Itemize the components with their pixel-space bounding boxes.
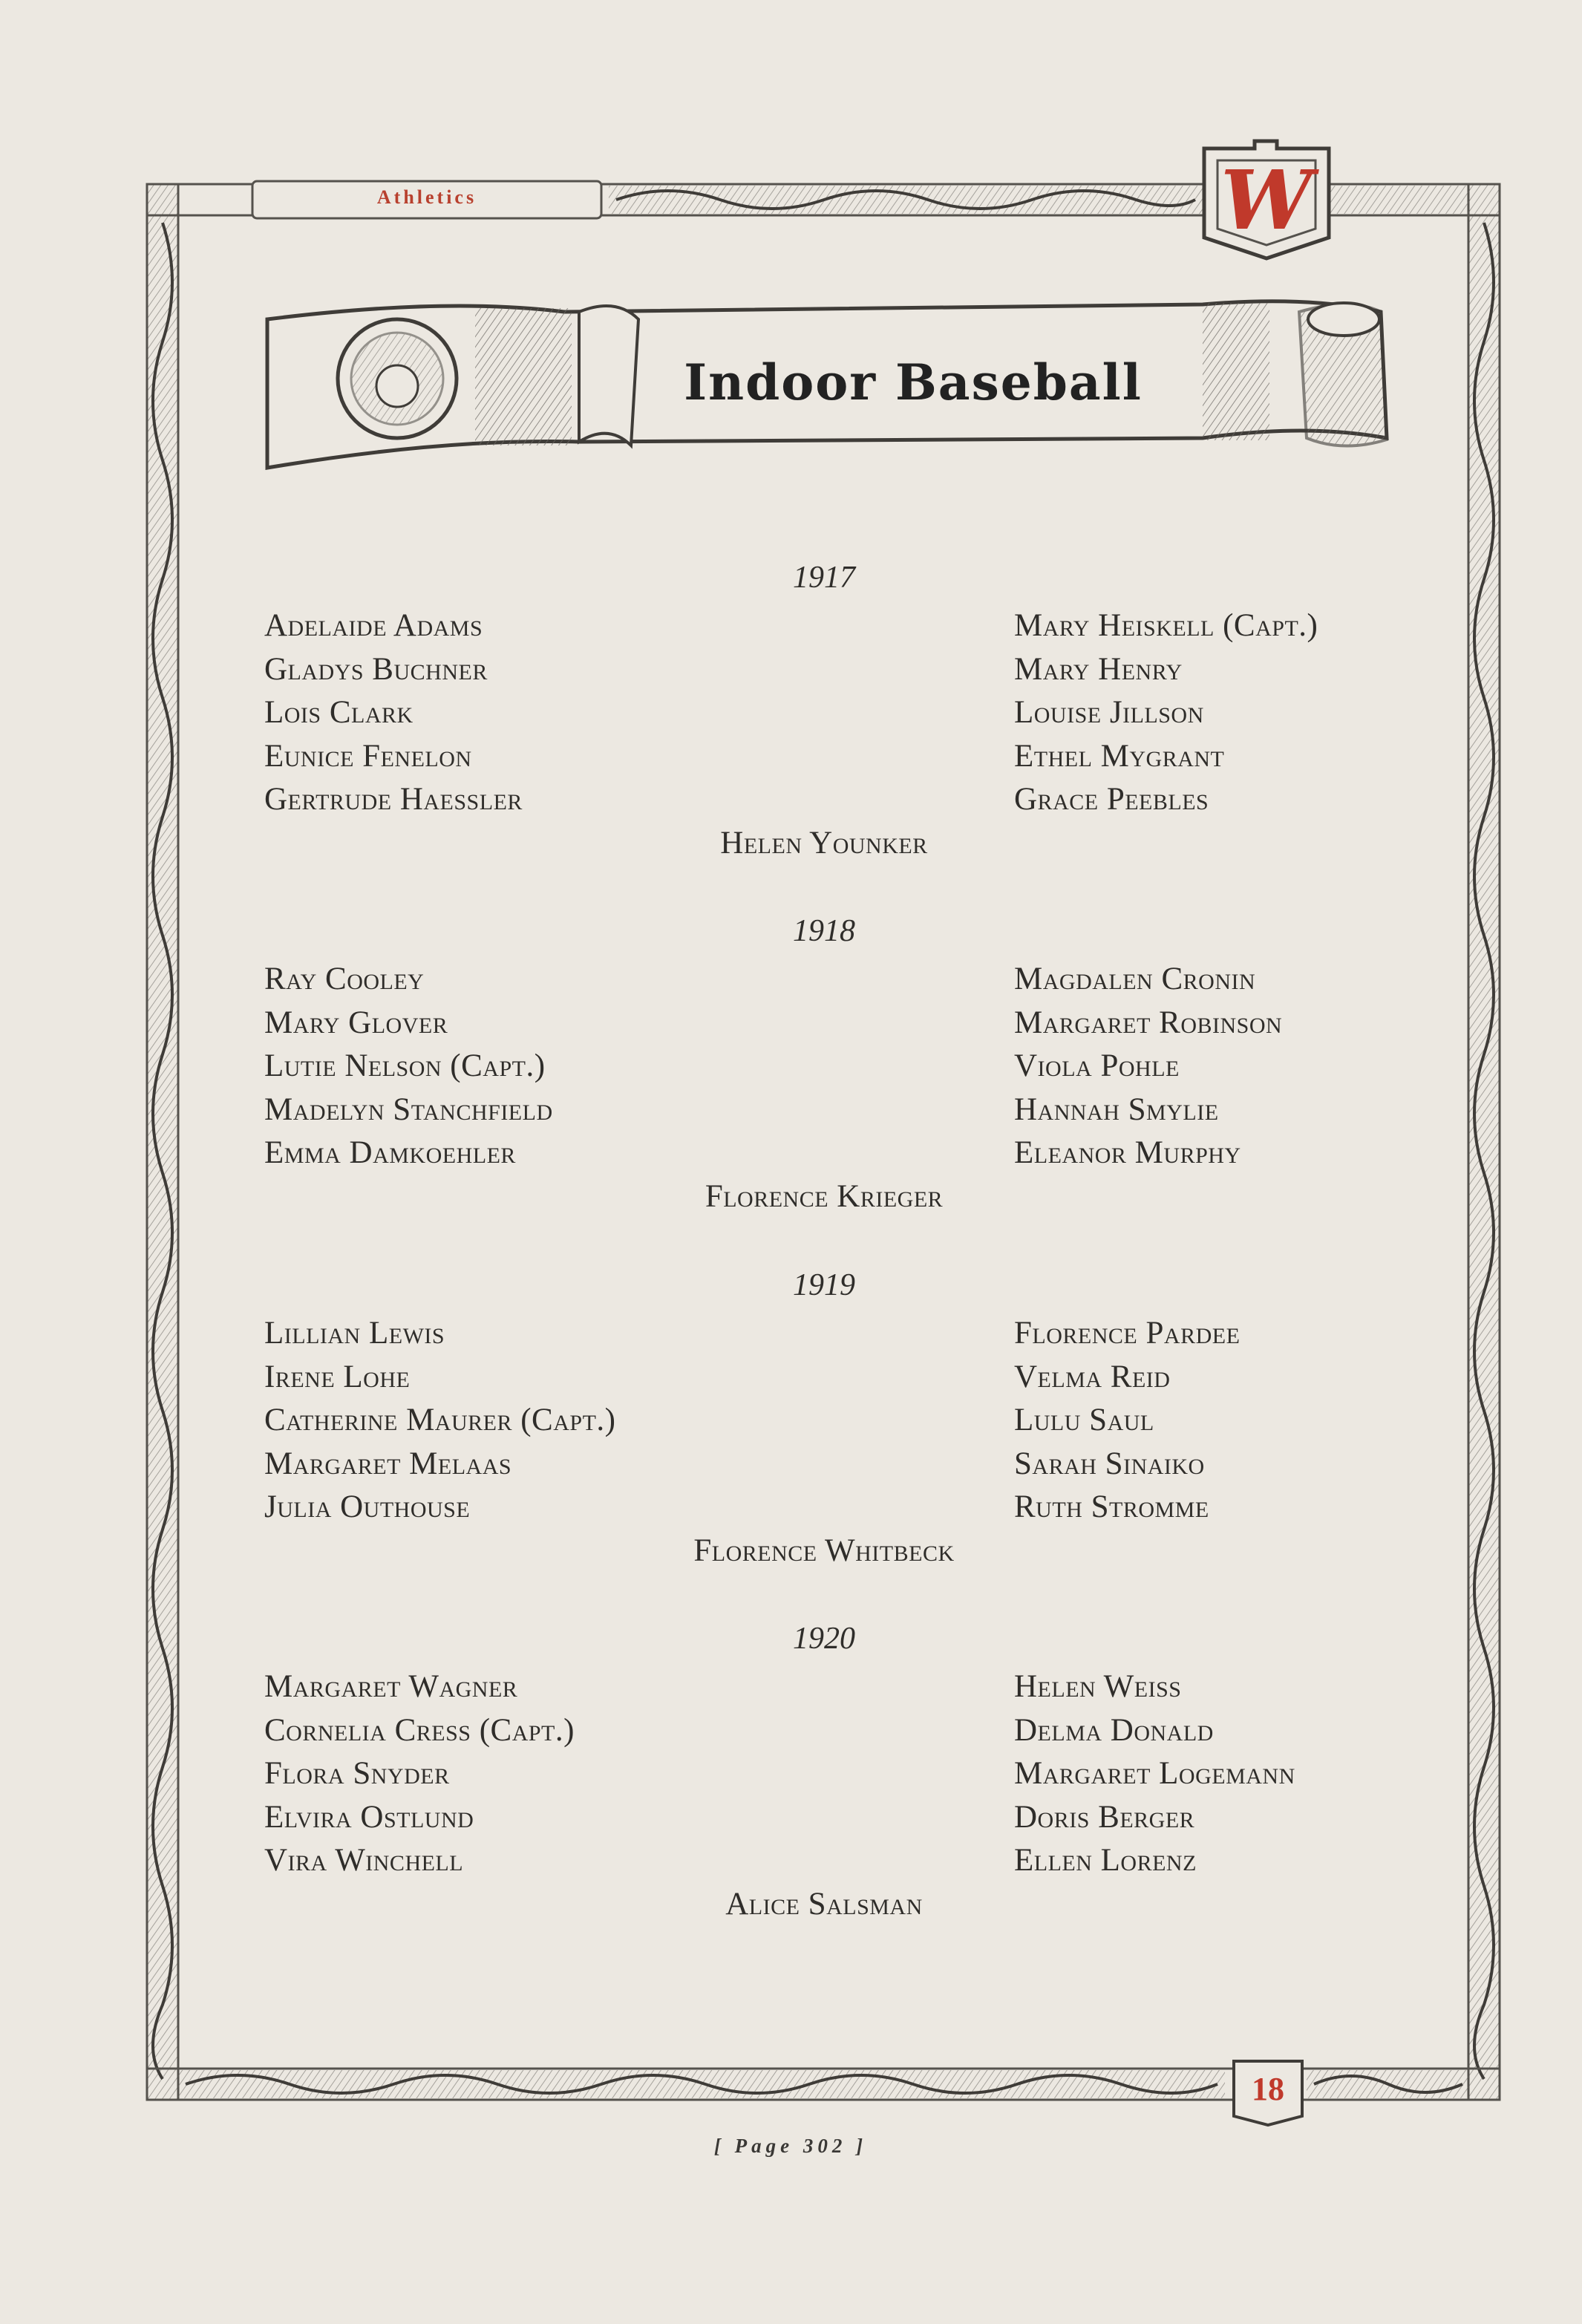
player-name: Mary Glover (264, 1005, 448, 1040)
left-border (147, 184, 178, 2100)
player-name: Ethel Mygrant (1014, 738, 1225, 774)
player-name: Eleanor Murphy (1014, 1135, 1241, 1171)
player-name: Eunice Fenelon (264, 738, 472, 774)
player-name: Gertrude Haessler (264, 782, 523, 817)
player-name: Margaret Logemann (1014, 1756, 1295, 1792)
player-name: Cornelia Cress (Capt.) (264, 1712, 575, 1748)
player-name: Julia Outhouse (264, 1489, 471, 1525)
player-name: Margaret Wagner (264, 1669, 518, 1704)
folio-number: 18 (1252, 2071, 1284, 2107)
player-name: Vira Winchell (264, 1843, 464, 1879)
player-name: Flora Snyder (264, 1756, 450, 1792)
player-name: Ellen Lorenz (1014, 1843, 1197, 1879)
player-name: Louise Jillson (1014, 695, 1204, 731)
section-label: Athletics (376, 186, 477, 208)
player-name: Helen Weiss (1014, 1669, 1182, 1704)
player-name: Adelaide Adams (264, 608, 483, 643)
left-column (264, 1665, 575, 1883)
left-column (264, 1312, 615, 1530)
player-name: Viola Pohle (1014, 1048, 1180, 1084)
player-name: Madelyn Stanchfield (264, 1091, 553, 1127)
right-column (1014, 1665, 1295, 1883)
player-name: Emma Damkoehler (264, 1135, 516, 1171)
right-column (1014, 958, 1282, 1175)
player-name: Mary Heiskell (Capt.) (1014, 608, 1318, 643)
university-emblem: W (1220, 152, 1313, 248)
player-name: Hannah Smylie (1014, 1091, 1219, 1127)
roster-year: 1918 (793, 914, 855, 948)
player-name: Ray Cooley (264, 962, 425, 996)
page-title: Indoor Baseball (684, 353, 1143, 411)
roster-year: 1920 (793, 1622, 855, 1656)
player-name-centered: Florence Whitbeck (693, 1533, 955, 1568)
right-column (1014, 604, 1318, 822)
page-number: [ Page 302 ] (713, 2135, 868, 2157)
player-name: Gladys Buchner (264, 651, 488, 687)
player-name: Lulu Saul (1014, 1403, 1154, 1438)
player-name: Margaret Robinson (1014, 1005, 1283, 1040)
player-name: Ruth Stromme (1014, 1489, 1209, 1525)
player-name: Lillian Lewis (264, 1316, 445, 1351)
player-name: Irene Lohe (264, 1359, 411, 1394)
player-name-centered: Helen Younker (720, 826, 928, 861)
player-name: Elvira Ostlund (264, 1799, 474, 1835)
left-column (264, 958, 553, 1175)
player-name: Mary Henry (1014, 651, 1183, 687)
right-column (1014, 1312, 1240, 1530)
right-border (1468, 184, 1500, 2100)
player-name: Velma Reid (1014, 1359, 1171, 1394)
player-name: Lutie Nelson (Capt.) (264, 1048, 546, 1084)
player-name: Florence Pardee (1014, 1316, 1241, 1351)
player-name: Magdalen Cronin (1014, 962, 1256, 996)
left-column (264, 604, 523, 822)
player-name: Sarah Sinaiko (1014, 1446, 1205, 1481)
player-name: Margaret Melaas (264, 1446, 512, 1481)
roster-year: 1919 (793, 1268, 855, 1302)
roster-year: 1917 (793, 561, 855, 595)
player-name-centered: Florence Krieger (705, 1179, 944, 1214)
player-name-centered: Alice Salsman (725, 1887, 923, 1922)
player-name: Doris Berger (1014, 1799, 1195, 1835)
player-name: Catherine Maurer (Capt.) (264, 1403, 616, 1438)
player-name: Delma Donald (1014, 1712, 1214, 1748)
player-name: Grace Peebles (1014, 782, 1209, 817)
player-name: Lois Clark (264, 695, 414, 731)
